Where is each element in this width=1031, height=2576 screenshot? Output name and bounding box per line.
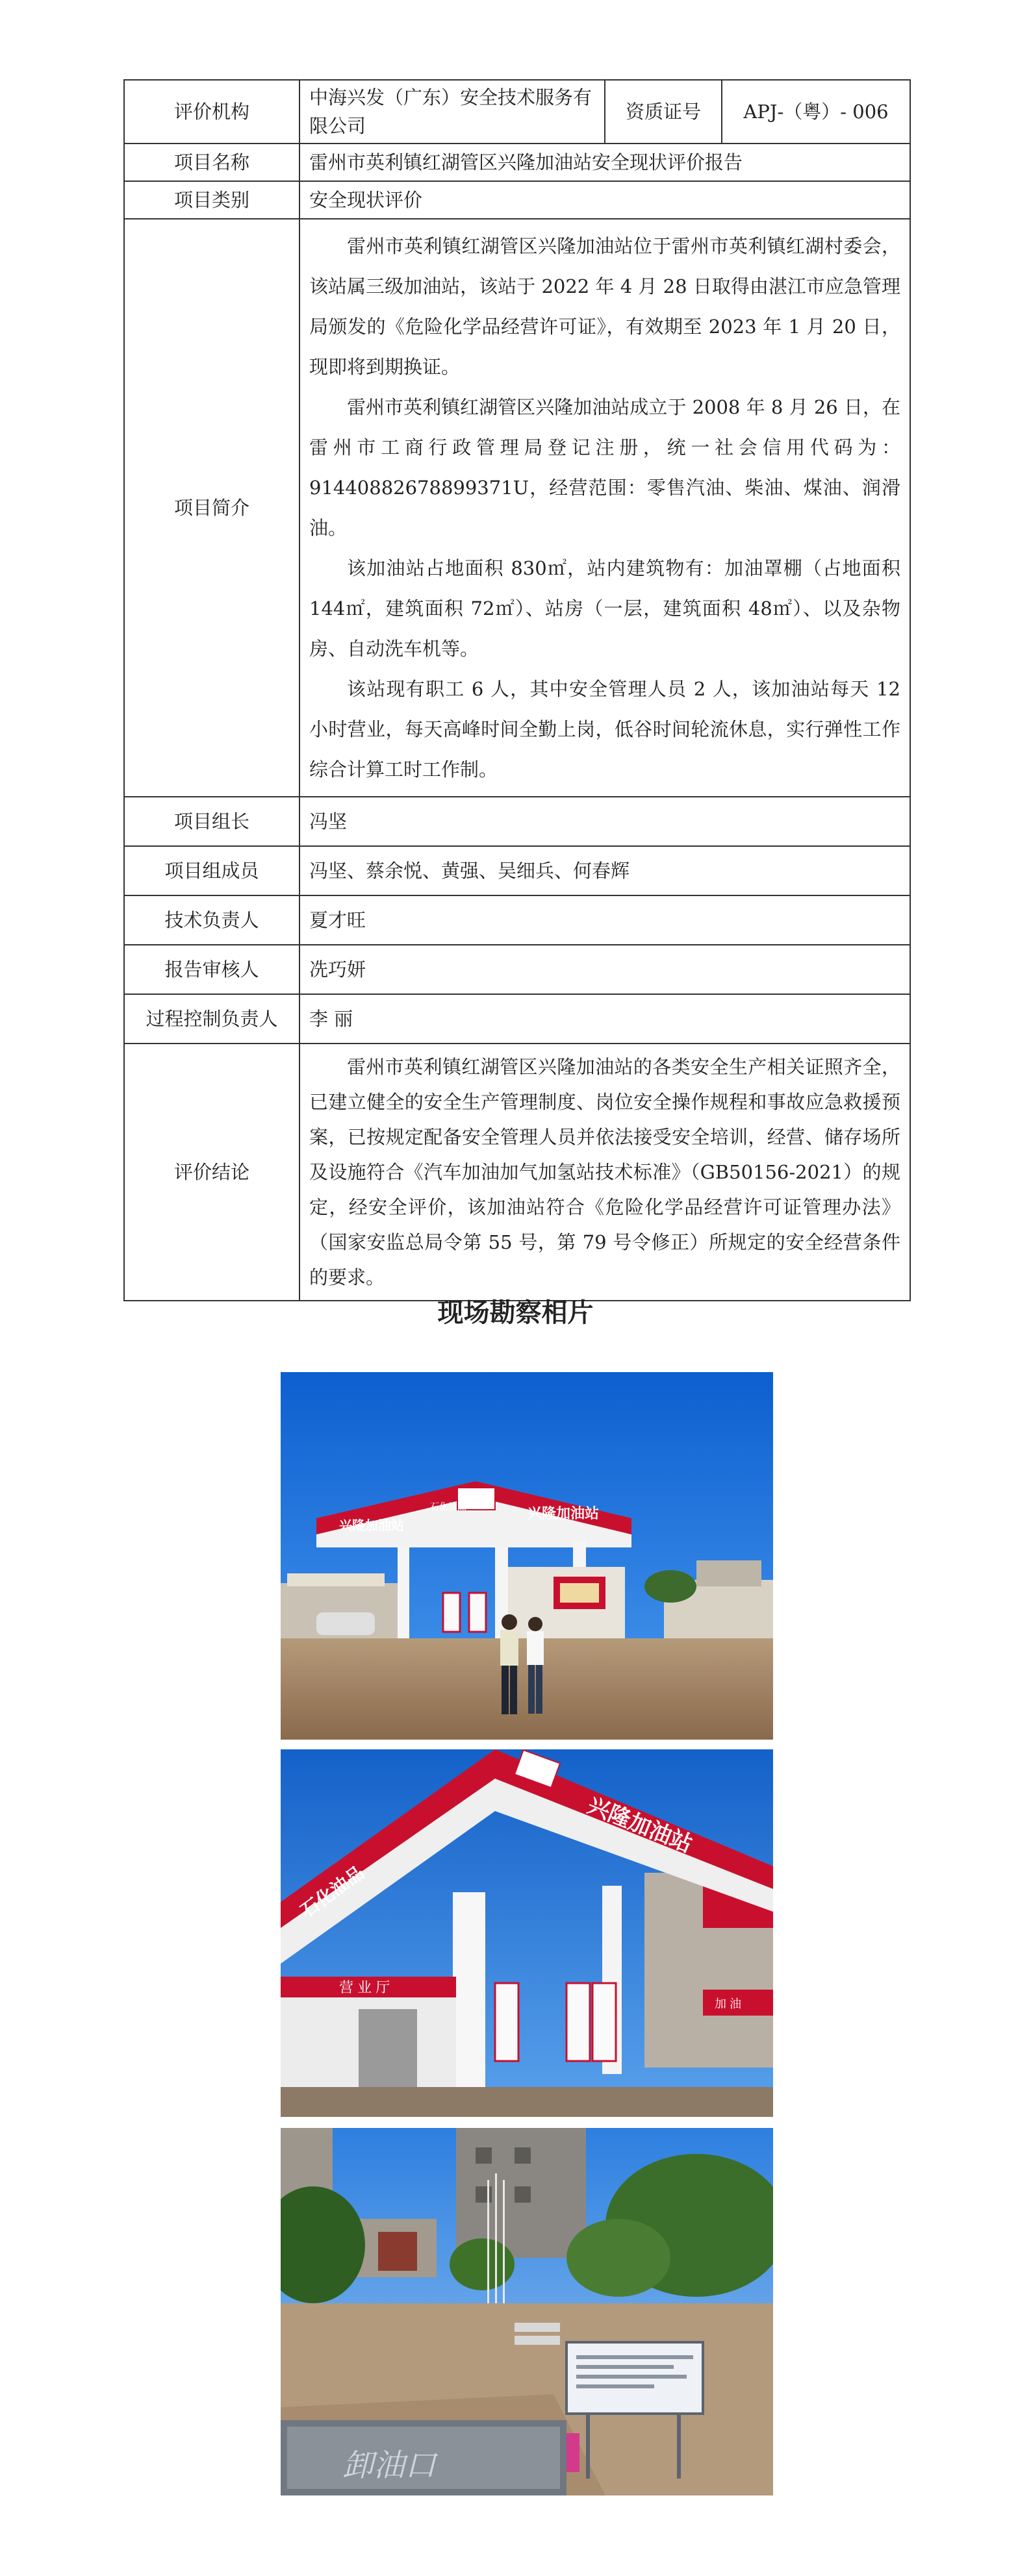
intro-paragraph: 该站现有职工 6 人，其中安全管理人员 2 人，该加油站每天 12 小时营业，每天高峰时间全勤上岗，低谷时间轮流休息，实行弹性工作综合计算工时工作制。: [309, 678, 900, 781]
table-row: [124, 895, 910, 945]
intro-paragraph: 该加油站占地面积 830㎡，站内建筑物有：加油罩棚（占地面积 144㎡，建筑面积 72㎡）、站房（一层，建筑面积 48㎡）、以及杂物房、自动洗车机等。: [309, 557, 900, 660]
project-type-label: 项目类别: [124, 181, 299, 219]
table-row: [124, 1044, 910, 1301]
process-label: 过程控制负责人: [124, 994, 299, 1044]
table-row: [124, 994, 910, 1044]
photos-title: 现场勘察相片: [437, 1298, 594, 1328]
photo-station-front-image: [281, 1372, 773, 1740]
reviewer-value: 冼巧妍: [299, 945, 910, 994]
intro-paragraph: 雷州市英利镇红湖管区兴隆加油站成立于 2008 年 8 月 26 日，在雷州市工商行政管理局登记注册，统一社会信用代码为：91440882678899371U，经营范围：零售汽油、柴油、煤油、润滑油。: [309, 396, 900, 539]
leader-label: 项目组长: [124, 797, 299, 846]
cert-label: 资质证号: [605, 80, 722, 144]
table-row: [124, 181, 910, 219]
project-type-value: 安全现状评价: [299, 181, 910, 219]
members-value: 冯坚、蔡余悦、黄强、吴细兵、何春辉: [299, 846, 910, 895]
canopy-sign-right: 兴隆加油站: [584, 1793, 696, 1858]
unloading-port-label: 卸油口: [342, 2447, 437, 2484]
photo-canopy-image: [281, 1749, 773, 2117]
intro-paragraph: 雷州市英利镇红湖管区兴隆加油站位于雷州市英利镇红湖村委会，该站属三级加油站，该站于 2022 年 4 月 28 日取得由湛江市应急管理局颁发的《危险化学品经营许可证》，有效期至 2023 年 1 月 20 日，现即将到期换证。: [309, 235, 900, 378]
photo-unloading-port-image: [281, 2128, 773, 2495]
intro-value: [299, 219, 910, 797]
side-sign: 加 油: [715, 1997, 742, 2010]
members-label: 项目组成员: [124, 846, 299, 895]
canopy-sign-left: 兴隆加油站: [339, 1519, 404, 1533]
table-row: [124, 797, 910, 846]
canopy-sign-right: 兴隆加油站: [528, 1505, 600, 1521]
project-name-value: 雷州市英利镇红湖管区兴隆加油站安全现状评价报告: [299, 144, 910, 181]
site-photo-station-front: [281, 1372, 773, 1740]
leader-value: 冯坚: [299, 797, 910, 846]
canopy-brand: 石化油品: [430, 1501, 466, 1512]
cert-value: APJ-（粤）- 006: [722, 80, 910, 144]
tech-label: 技术负责人: [124, 895, 299, 945]
canopy-sign-left: 石化油品: [297, 1862, 368, 1921]
office-sign: 营 业 厅: [339, 1979, 390, 1995]
conclusion-label: 评价结论: [124, 1044, 299, 1301]
site-photo-unloading-port: [281, 2128, 773, 2495]
intro-label: 项目简介: [124, 219, 299, 797]
table-row: [124, 80, 910, 144]
org-label: 评价机构: [124, 80, 299, 144]
evaluation-info-table: [123, 79, 911, 1301]
site-photo-canopy: [281, 1749, 773, 2117]
org-value: 中海兴发（广东）安全技术服务有限公司: [299, 80, 605, 144]
process-value: 李 丽: [299, 994, 910, 1044]
table-row: [124, 219, 910, 797]
conclusion-text: 雷州市英利镇红湖管区兴隆加油站的各类安全生产相关证照齐全，已建立健全的安全生产管理制度、岗位安全操作规程和事故应急救援预案，已按规定配备安全管理人员并依法接受安全培训，经营、储存场所及设施符合《汽车加油加气加氢站技术标准》（GB50156-2021）的规定，经安全评价，该加油站符合《危险化学品经营许可证管理办法》（国家安监总局令第 55 号，第 79 号令修正）所规定的安全经营条件的要求。: [309, 1056, 900, 1288]
table-row: [124, 846, 910, 895]
tech-value: 夏才旺: [299, 895, 910, 945]
table-row: [124, 945, 910, 994]
project-name-label: 项目名称: [124, 144, 299, 181]
conclusion-value: [299, 1044, 910, 1301]
reviewer-label: 报告审核人: [124, 945, 299, 994]
table-row: [124, 144, 910, 181]
